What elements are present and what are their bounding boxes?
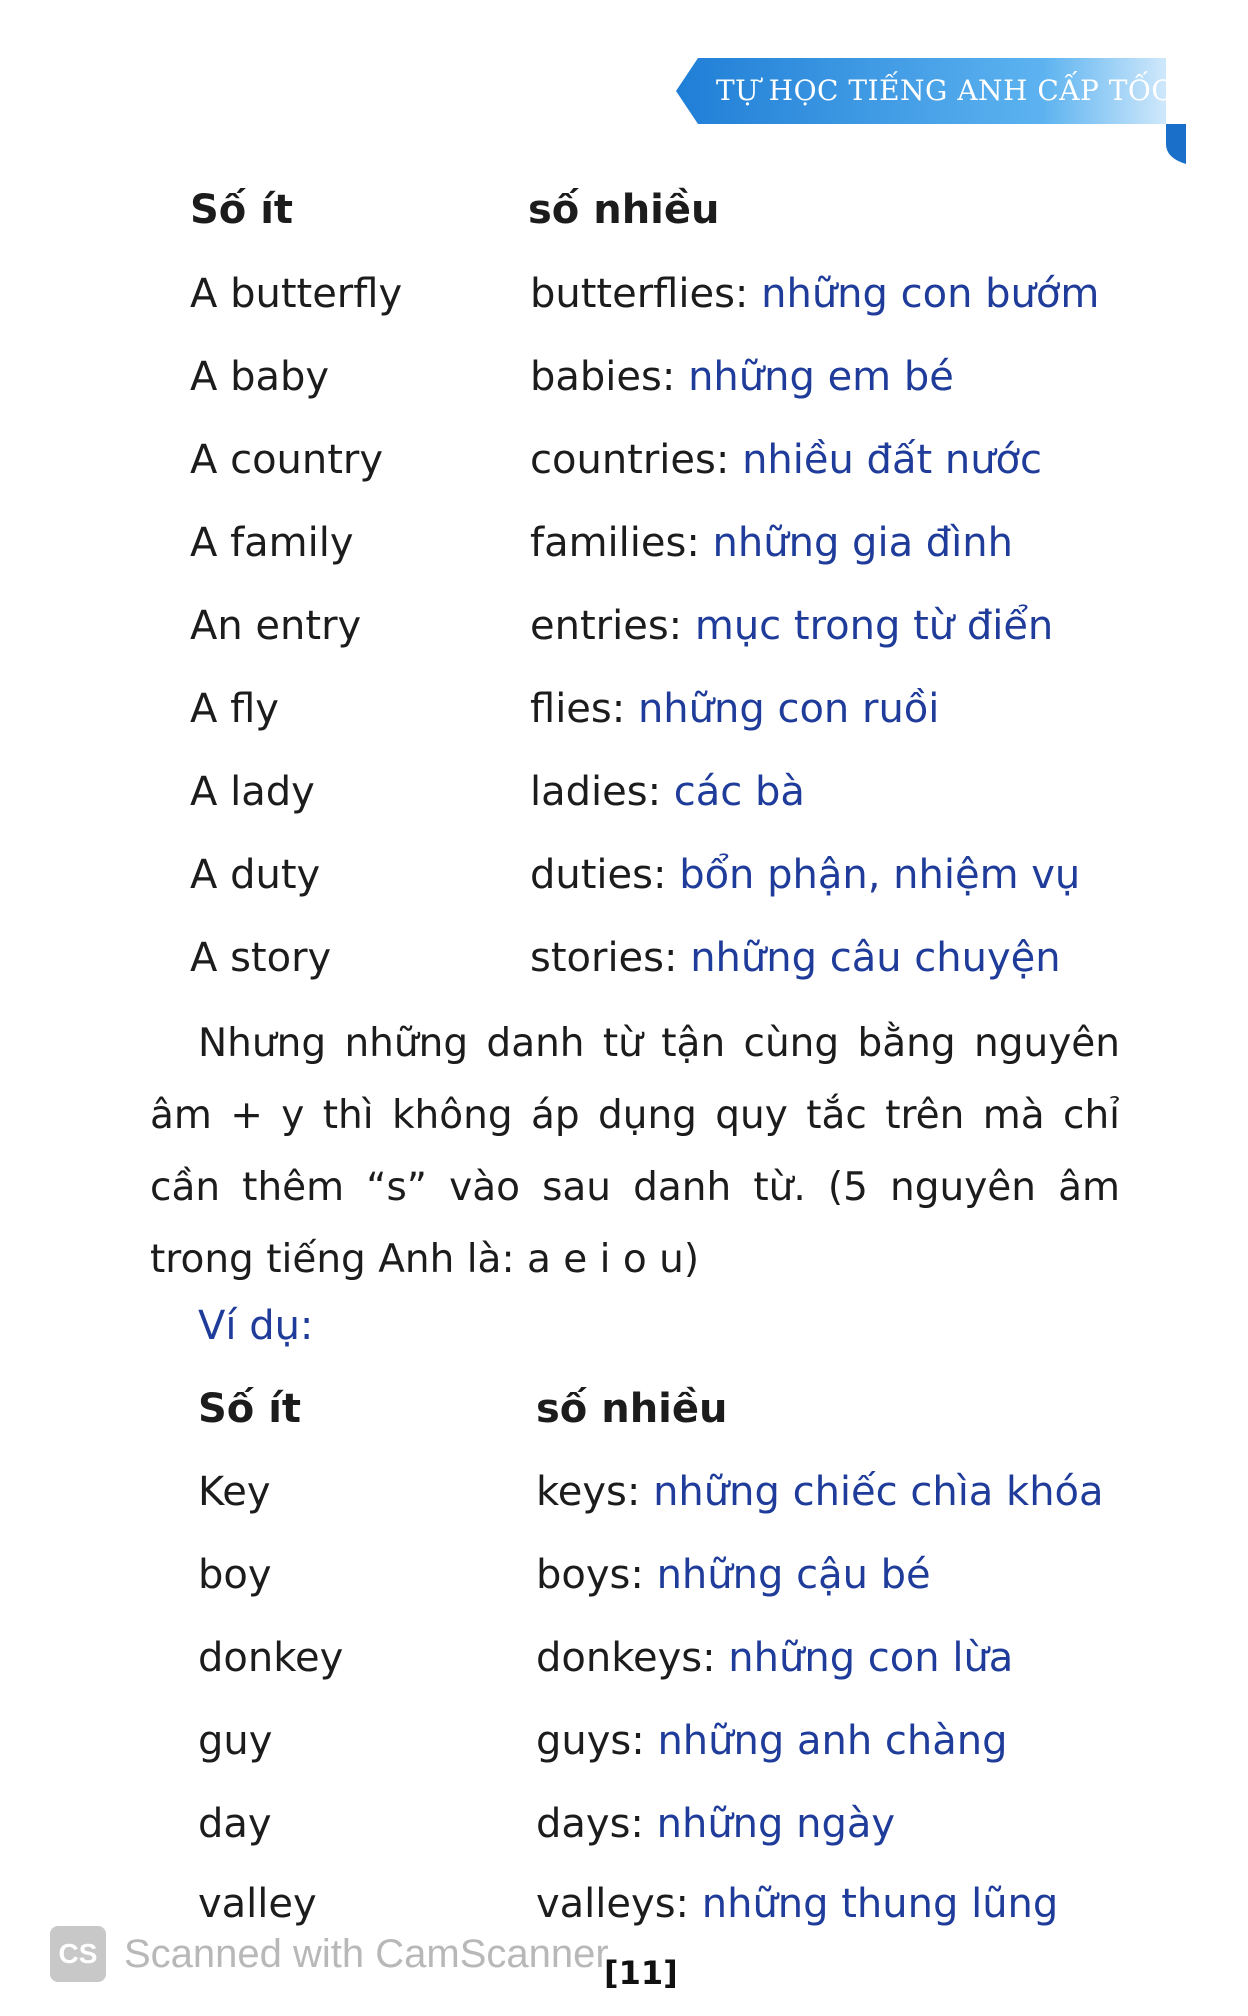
meaning: những con lừa (728, 1635, 1014, 1681)
table1-head-singular: Số ít (190, 187, 294, 233)
plural-entry (530, 768, 805, 816)
singular-word: An entry (190, 603, 362, 649)
plural-word: valleys: (536, 1881, 690, 1927)
meaning: những anh chàng (657, 1718, 1008, 1764)
singular-word: A baby (190, 354, 330, 400)
header-banner (676, 58, 1186, 124)
singular-word: A duty (190, 852, 321, 898)
singular-word: guy (198, 1718, 273, 1764)
singular-word: boy (198, 1552, 272, 1598)
meaning: những con ruồi (637, 686, 940, 732)
plural-entry (530, 353, 954, 401)
meaning: những cậu bé (656, 1552, 931, 1598)
plural-entry (536, 1880, 1058, 1928)
singular-word: A story (190, 935, 332, 981)
singular-word: A fly (190, 686, 279, 732)
plural-entry (530, 270, 1099, 318)
meaning: những thung lũng (701, 1881, 1059, 1927)
plural-entry (536, 1800, 895, 1848)
plural-word: countries: (530, 437, 730, 483)
singular-word: A country (190, 437, 384, 483)
singular-word: day (198, 1801, 272, 1847)
plural-entry (530, 934, 1061, 982)
singular-word: A family (190, 520, 354, 566)
plural-entry (530, 602, 1053, 650)
singular-word: Key (198, 1469, 271, 1515)
plural-word: boys: (536, 1552, 644, 1598)
plural-word: donkeys: (536, 1635, 716, 1681)
plural-word: babies: (530, 354, 676, 400)
meaning: những câu chuyện (690, 935, 1061, 981)
plural-word: guys: (536, 1718, 645, 1764)
table1-head-plural: số nhiều (528, 187, 720, 233)
meaning: những chiếc chìa khóa (653, 1469, 1104, 1515)
singular-word: A butterfly (190, 271, 403, 317)
meaning: những em bé (688, 354, 954, 400)
plural-entry (530, 685, 939, 733)
meaning: mục trong từ điển (694, 603, 1054, 649)
singular-word: A lady (190, 769, 315, 815)
camscanner-watermark (50, 1924, 609, 1984)
table2-head-plural: số nhiều (536, 1386, 728, 1432)
plural-word: ladies: (530, 769, 662, 815)
meaning: bổn phận, nhiệm vụ (679, 852, 1081, 898)
plural-entry (536, 1468, 1104, 1516)
plural-word: stories: (530, 935, 678, 981)
table2-head-singular: Số ít (198, 1386, 302, 1432)
singular-word: donkey (198, 1635, 344, 1681)
plural-word: entries: (530, 603, 683, 649)
plural-word: keys: (536, 1469, 641, 1515)
plural-entry (536, 1551, 931, 1599)
plural-entry (536, 1717, 1008, 1765)
example-label: Ví dụ: (198, 1303, 314, 1349)
plural-entry (530, 519, 1013, 567)
meaning: những gia đình (712, 520, 1013, 566)
plural-word: flies: (530, 686, 626, 732)
plural-word: families: (530, 520, 700, 566)
plural-entry (530, 851, 1080, 899)
watermark-text: Scanned with CamScanner (124, 1931, 609, 1976)
plural-entry (530, 436, 1042, 484)
meaning: những ngày (656, 1801, 896, 1847)
header-title: TỰ HỌC TIẾNG ANH CẤP TỐC (716, 74, 1174, 107)
page-number: [11] (604, 1954, 678, 1992)
meaning: những con bướm (761, 271, 1100, 317)
camscanner-logo-icon: CS (50, 1926, 106, 1982)
plural-word: butterflies: (530, 271, 749, 317)
plural-word: days: (536, 1801, 644, 1847)
meaning: các bà (673, 769, 805, 815)
plural-word: duties: (530, 852, 667, 898)
meaning: nhiều đất nước (742, 437, 1043, 483)
rule-paragraph: Nhưng những danh từ tận cùng bằng nguyên âm + y thì không áp dụng quy tắc trên mà chỉ cần thêm “s” vào sau danh từ. (5 nguyên âm trong tiếng Anh là: a e i o u) (150, 1021, 1120, 1282)
singular-word: valley (198, 1881, 317, 1927)
plural-entry (536, 1634, 1013, 1682)
